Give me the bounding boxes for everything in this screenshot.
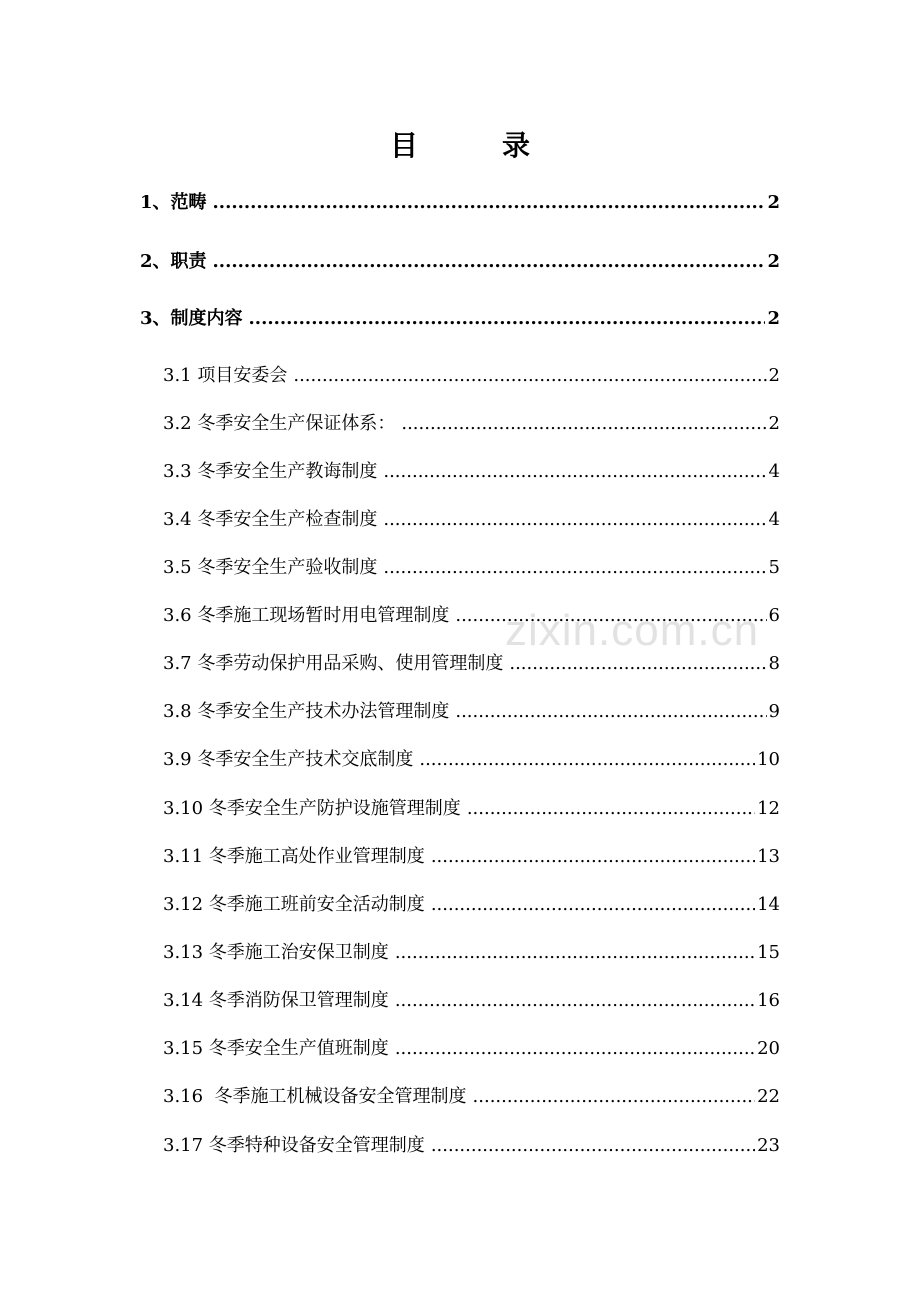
toc-entry-3-4[interactable]	[163, 505, 780, 535]
toc-entry-3-13[interactable]	[163, 938, 780, 968]
dot-leader	[455, 697, 766, 727]
toc-entry-label: 3.9 冬季安全生产技术交底制度	[163, 749, 414, 770]
toc-entry-page: 8	[768, 653, 780, 674]
dot-leader	[383, 553, 766, 583]
toc-entry-label: 3.7 冬季劳动保护用品采购、使用管理制度	[163, 653, 504, 674]
toc-entry-3-8[interactable]	[163, 697, 780, 727]
toc-entry-page: 15	[757, 942, 780, 963]
dot-leader	[249, 304, 766, 334]
toc-entry-3-6[interactable]	[163, 601, 780, 631]
toc-title: 目 录	[389, 129, 558, 162]
toc-entry-3-11[interactable]	[163, 842, 780, 872]
toc-entry-page: 2	[767, 251, 780, 272]
toc-entry-page: 9	[768, 701, 780, 722]
toc-entry-3-15[interactable]	[163, 1034, 780, 1064]
toc-entry-3-9[interactable]	[163, 745, 780, 775]
dot-leader	[395, 986, 755, 1016]
dot-leader	[213, 188, 766, 218]
dot-leader	[509, 649, 766, 679]
toc-entry-page: 10	[757, 749, 780, 770]
toc-entry-3-5[interactable]	[163, 553, 780, 583]
toc-entry-label: 3.5 冬季安全生产验收制度	[163, 557, 378, 578]
toc-entry-3-2[interactable]	[163, 409, 780, 439]
toc-entry-3-17[interactable]	[163, 1131, 780, 1161]
toc-entry-3-16[interactable]	[163, 1082, 780, 1112]
toc-entry-3-3[interactable]	[163, 457, 780, 487]
dot-leader	[383, 505, 766, 535]
toc-entry-3-14[interactable]	[163, 986, 780, 1016]
toc-entry-page: 23	[757, 1135, 780, 1156]
toc-entry-page: 12	[757, 798, 780, 819]
toc-entry-1[interactable]	[140, 188, 780, 218]
toc-entry-label: 2、职责	[140, 251, 207, 272]
toc-entry-label: 3.8 冬季安全生产技术办法管理制度	[163, 701, 450, 722]
toc-entry-label: 3.1 项目安委会	[163, 365, 288, 386]
toc-entry-page: 16	[757, 990, 780, 1011]
toc-entry-page: 2	[767, 308, 780, 329]
toc-entry-label: 3.12 冬季施工班前安全活动制度	[163, 894, 425, 915]
toc-entry-label: 3.17 冬季特种设备安全管理制度	[163, 1135, 425, 1156]
toc-entry-page: 4	[768, 509, 780, 530]
toc-entry-page: 4	[768, 461, 780, 482]
dot-leader	[431, 842, 755, 872]
toc-entry-label: 3.11 冬季施工高处作业管理制度	[163, 846, 425, 867]
toc-entry-2[interactable]	[140, 247, 780, 277]
toc-entry-label: 3.3 冬季安全生产教诲制度	[163, 461, 378, 482]
dot-leader	[395, 938, 755, 968]
dot-leader	[213, 247, 766, 277]
toc-entry-label: 3.10 冬季安全生产防护设施管理制度	[163, 798, 461, 819]
toc-entry-page: 2	[768, 365, 780, 386]
dot-leader	[383, 457, 766, 487]
toc-entry-page: 5	[768, 557, 780, 578]
toc-entry-label: 3.13 冬季施工治安保卫制度	[163, 942, 389, 963]
dot-leader	[455, 601, 766, 631]
dot-leader	[473, 1082, 756, 1112]
toc-entry-page: 22	[757, 1086, 780, 1107]
toc-entry-3-10[interactable]	[163, 794, 780, 824]
dot-leader	[431, 1131, 755, 1161]
toc-entry-page: 13	[757, 846, 780, 867]
toc-entry-label: 3.6 冬季施工现场暂时用电管理制度	[163, 605, 450, 626]
dot-leader	[401, 409, 766, 439]
toc-entry-label: 1、范畴	[140, 192, 207, 213]
toc-entry-3[interactable]	[140, 304, 780, 334]
dot-leader	[395, 1034, 755, 1064]
dot-leader	[467, 794, 755, 824]
toc-entry-page: 2	[768, 413, 780, 434]
toc-entry-label: 3、制度内容	[140, 308, 243, 329]
toc-entry-label: 3.4 冬季安全生产检查制度	[163, 509, 378, 530]
toc-entry-page: 20	[757, 1038, 780, 1059]
dot-leader	[293, 361, 766, 391]
watermark-text: zixin.com.cn	[505, 606, 760, 655]
toc-entry-label: 3.15 冬季安全生产值班制度	[163, 1038, 389, 1059]
toc-entry-label: 3.16 冬季施工机械设备安全管理制度	[163, 1086, 467, 1107]
toc-entry-page: 2	[767, 192, 780, 213]
toc-entry-page: 6	[768, 605, 780, 626]
toc-entry-label: 3.2 冬季安全生产保证体系：	[163, 413, 396, 434]
dot-leader	[431, 890, 755, 920]
toc-entry-3-12[interactable]	[163, 890, 780, 920]
toc-entry-3-7[interactable]	[163, 649, 780, 679]
toc-entry-3-1[interactable]	[163, 361, 780, 391]
dot-leader	[419, 745, 755, 775]
toc-entry-label: 3.14 冬季消防保卫管理制度	[163, 990, 389, 1011]
toc-entry-page: 14	[757, 894, 780, 915]
